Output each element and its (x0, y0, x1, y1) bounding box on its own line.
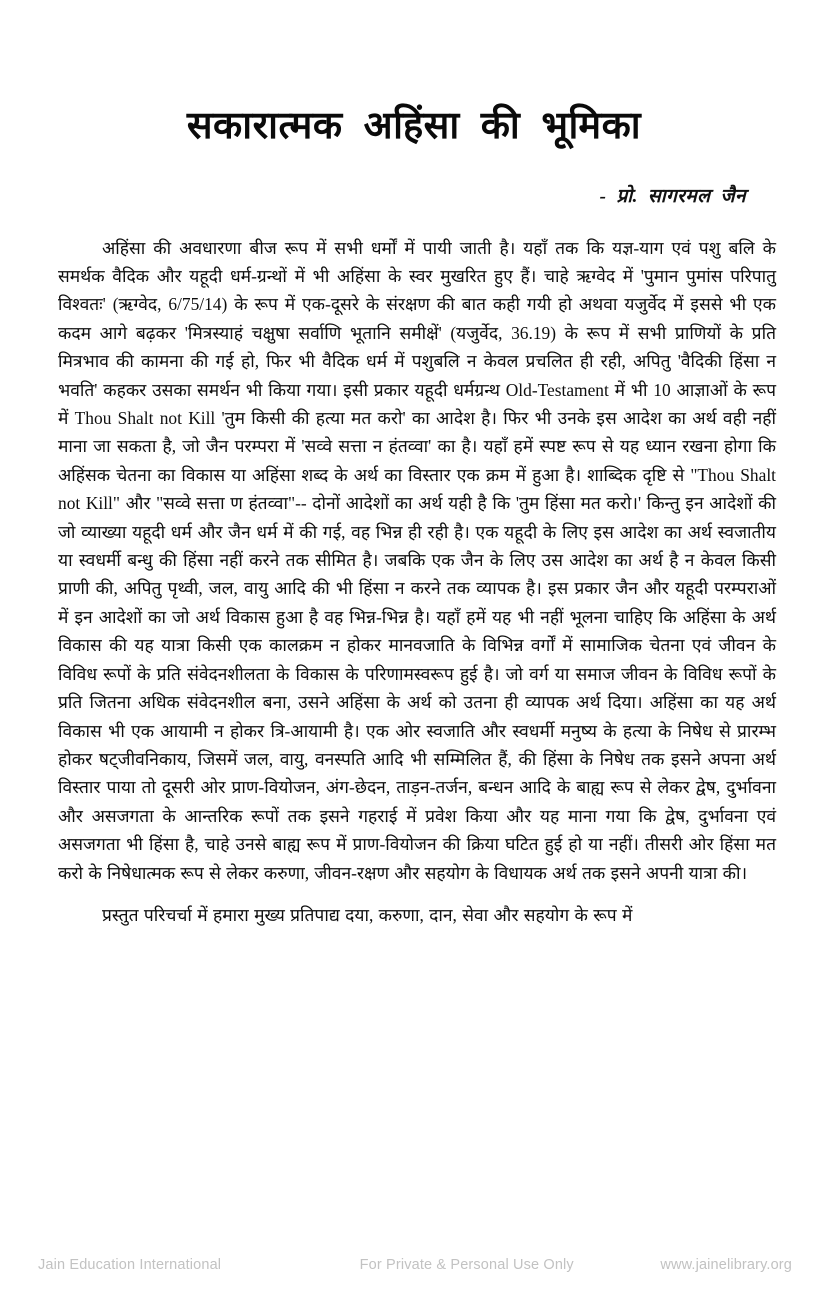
byline-block (0, 150, 828, 208)
page-title: सकारात्मक अहिंसा की भूमिका (186, 105, 642, 147)
footer-usage-notice: For Private & Personal Use Only (359, 1257, 574, 1273)
page-footer (0, 1257, 828, 1273)
paragraph-1: अहिंसा की अवधारणा बीज रूप में सभी धर्मों में पायी जाती है। यहाँ तक कि यज्ञ-याग एवं पशु बलि के समर्थक वैदिक और यहूदी धर्म-ग्रन्थों में भी अहिंसा के स्वर मुखरित हुए हैं। चाहे ऋग्वेद में 'पुमान पुमांस परिपातु विश्वतः' (ऋग्वेद, 6/75/14) के रूप में एक-दूसरे के संरक्षण की बात कही गयी हो अथवा यजुर्वेद में इससे भी एक कदम आगे बढ़कर 'मित्रस्याहं चक्षुषा सर्वाणि भूतानि समीक्षें' (यजुर्वेद, 36.19) के रूप में सभी प्राणियों के प्रति मित्रभाव की कामना की गई हो, फिर भी वैदिक धर्म में पशुबलि न केवल प्रचलित ही रही, अपितु 'वैदिकी हिंसा न भवति' कहकर उसका समर्थन भी किया गया। इसी प्रकार यहूदी धर्मग्रन्थ Old-Testament में भी 10 आज्ञाओं के रूप में Thou Shalt not Kill 'तुम किसी की हत्या मत करो' का आदेश है। फिर भी उनके इस आदेश का अर्थ वही नहीं माना जा सकता है, जो जैन परम्परा में 'सव्वे सत्ता न हंतव्वा' का है। यहाँ हमें स्पष्ट रूप से यह ध्यान रखना होगा कि अहिंसक चेतना का विकास या अहिंसा शब्द के अर्थ का विस्तार एक क्रम में हुआ है। शाब्दिक दृष्टि से "Thou Shalt not Kill" और "सव्वे सत्ता ण हंतव्वा"-- दोनों आदेशों का अर्थ यही है कि 'तुम हिंसा मत करो।' किन्तु इन आदेशों की जो व्याख्या यहूदी धर्म और जैन धर्म में की गई, वह भिन्न ही रही है। एक यहूदी के लिए इस आदेश का अर्थ स्वजातीय या स्वधर्मी बन्धु की हिंसा नहीं करने तक सीमित है। जबकि एक जैन के लिए उस आदेश का अर्थ है न केवल किसी प्राणी की, अपितु पृथ्वी, जल, वायु आदि की भी हिंसा न करने तक व्यापक है। इस प्रकार जैन और यहूदी परम्पराओं में इन आदेशों का जो अर्थ विकास हुआ है वह भिन्न-भिन्न है। यहाँ हमें यह भी नहीं भूलना चाहिए कि अहिंसा के अर्थ विकास की यह यात्रा किसी एक कालक्रम न होकर मानवजाति के विभिन्न वर्गों में सामाजिक चेतना एवं जीवन के विविध रूपों के प्रति संवेदनशीलता के विकास के परिणामस्वरूप हुई है। जो वर्ग या समाज जीवन के विविध रूपों के प्रति जितना अधिक संवेदनशील बना, उसने अहिंसा के अर्थ को उतना ही व्यापक अर्थ दिया। अहिंसा का यह अर्थ विकास भी एक आयामी न होकर त्रि-आयामी है। एक ओर स्वजाति और स्वधर्मी मनुष्य के हत्या के निषेध से प्रारम्भ होकर षट्जीवनिकाय, जिसमें जल, वायु, वनस्पति आदि भी सम्मिलित हैं, की हिंसा के निषेध तक इसने अपना अर्थ विस्तार पाया तो दूसरी ओर प्राण-वियोजन, अंग-छेदन, ताड़न-तर्जन, बन्धन आदि के बाह्य रूप से लेकर द्वेष, दुर्भावना और असजगता के आन्तरिक रूपों तक इसने गहराई में प्रवेश किया और यह माना गया कि द्वेष, दुर्भावना एवं असजगता भी हिंसा है, चाहे उनसे बाह्य रूप में प्राण-वियोजन की क्रिया घटित हुई हो या नहीं। तीसरी ओर हिंसा मत करो के निषेधात्मक रूप से लेकर करुणा, जीवन-रक्षण और सहयोग के विधायक अर्थ तक इसने अपनी यात्रा की। (58, 237, 777, 883)
footer-website-url[interactable]: www.jainelibrary.org (660, 1257, 792, 1273)
footer-organization: Jain Education International (38, 1257, 222, 1273)
body-text (0, 208, 828, 1299)
paragraph-2: प्रस्तुत परिचर्चा में हमारा मुख्य प्रतिपाद्य दया, करुणा, दान, सेवा और सहयोग के रूप में (102, 904, 633, 925)
title-block (0, 0, 828, 150)
author-byline: - प्रो. सागरमल जैन (599, 185, 746, 207)
